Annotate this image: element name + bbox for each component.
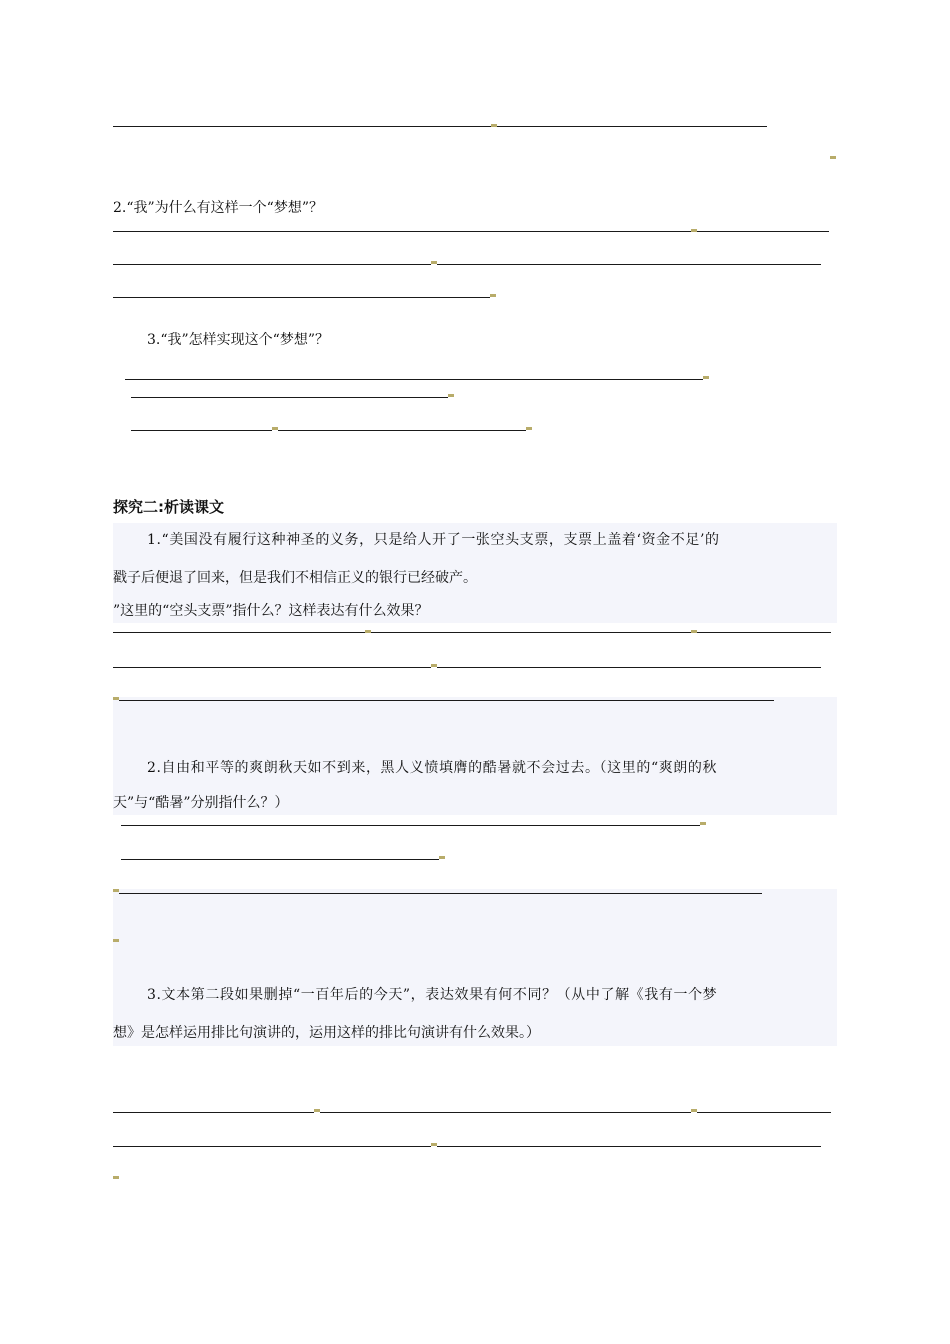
text-marker <box>439 856 445 859</box>
answer-line <box>131 430 272 431</box>
answer-line <box>131 397 448 398</box>
answer-line <box>113 264 431 265</box>
question-text-line: 想》是怎样运用排比句演讲的，运用这样的排比句演讲有什么效果。） <box>113 1025 540 1041</box>
text-marker <box>448 394 454 397</box>
section-heading: 探究二:析读课文 <box>113 498 224 516</box>
answer-line <box>113 667 431 668</box>
answer-line <box>437 264 821 265</box>
answer-line <box>437 1146 821 1147</box>
text-marker <box>830 156 836 159</box>
answer-line <box>125 379 703 380</box>
answer-line <box>121 825 700 826</box>
text-marker <box>526 427 532 430</box>
answer-line <box>278 430 526 431</box>
answer-line <box>697 632 831 633</box>
question-text-line: ”这里的“空头支票”指什么？这样表达有什么效果？ <box>113 603 429 619</box>
answer-line <box>371 632 691 633</box>
question-text-line: 戳子后便退了回来，但是我们不相信正义的银行已经破产。 <box>113 570 477 586</box>
answer-line <box>697 231 829 232</box>
question-text-line: 2.自由和平等的爽朗秋天如不到来，黑人义愤填膺的酷暑就不会过去。（这里的“爽朗的秋 <box>147 760 718 776</box>
text-marker <box>113 889 119 892</box>
question-3-prompt: 3.“我”怎样实现这个“梦想”？ <box>147 332 329 348</box>
answer-line <box>113 126 491 127</box>
answer-line <box>119 700 774 701</box>
question-text-line: 1.“美国没有履行这种神圣的义务，只是给人开了一张空头支票，支票上盖着‘资金不足’的 <box>147 532 720 548</box>
text-marker <box>113 1176 119 1179</box>
question-text-line: 3.文本第二段如果删掉“一百年后的今天”，表达效果有何不同？（从中了解《我有一个梦 <box>147 987 718 1003</box>
answer-line <box>437 667 821 668</box>
text-marker <box>113 939 119 942</box>
answer-line <box>113 1146 431 1147</box>
text-marker <box>700 822 706 825</box>
question-text-line: 天”与“酷暑”分别指什么？） <box>113 795 289 811</box>
question-2-prompt: 2.“我”为什么有这样一个“梦想”？ <box>113 200 323 216</box>
answer-line <box>113 632 365 633</box>
answer-line <box>113 1112 314 1113</box>
answer-line <box>113 297 490 298</box>
answer-line <box>121 859 439 860</box>
text-marker <box>490 294 496 297</box>
answer-line <box>697 1112 831 1113</box>
text-marker <box>703 376 709 379</box>
answer-line <box>497 126 767 127</box>
answer-line <box>119 893 762 894</box>
answer-line <box>113 231 691 232</box>
answer-line <box>320 1112 691 1113</box>
